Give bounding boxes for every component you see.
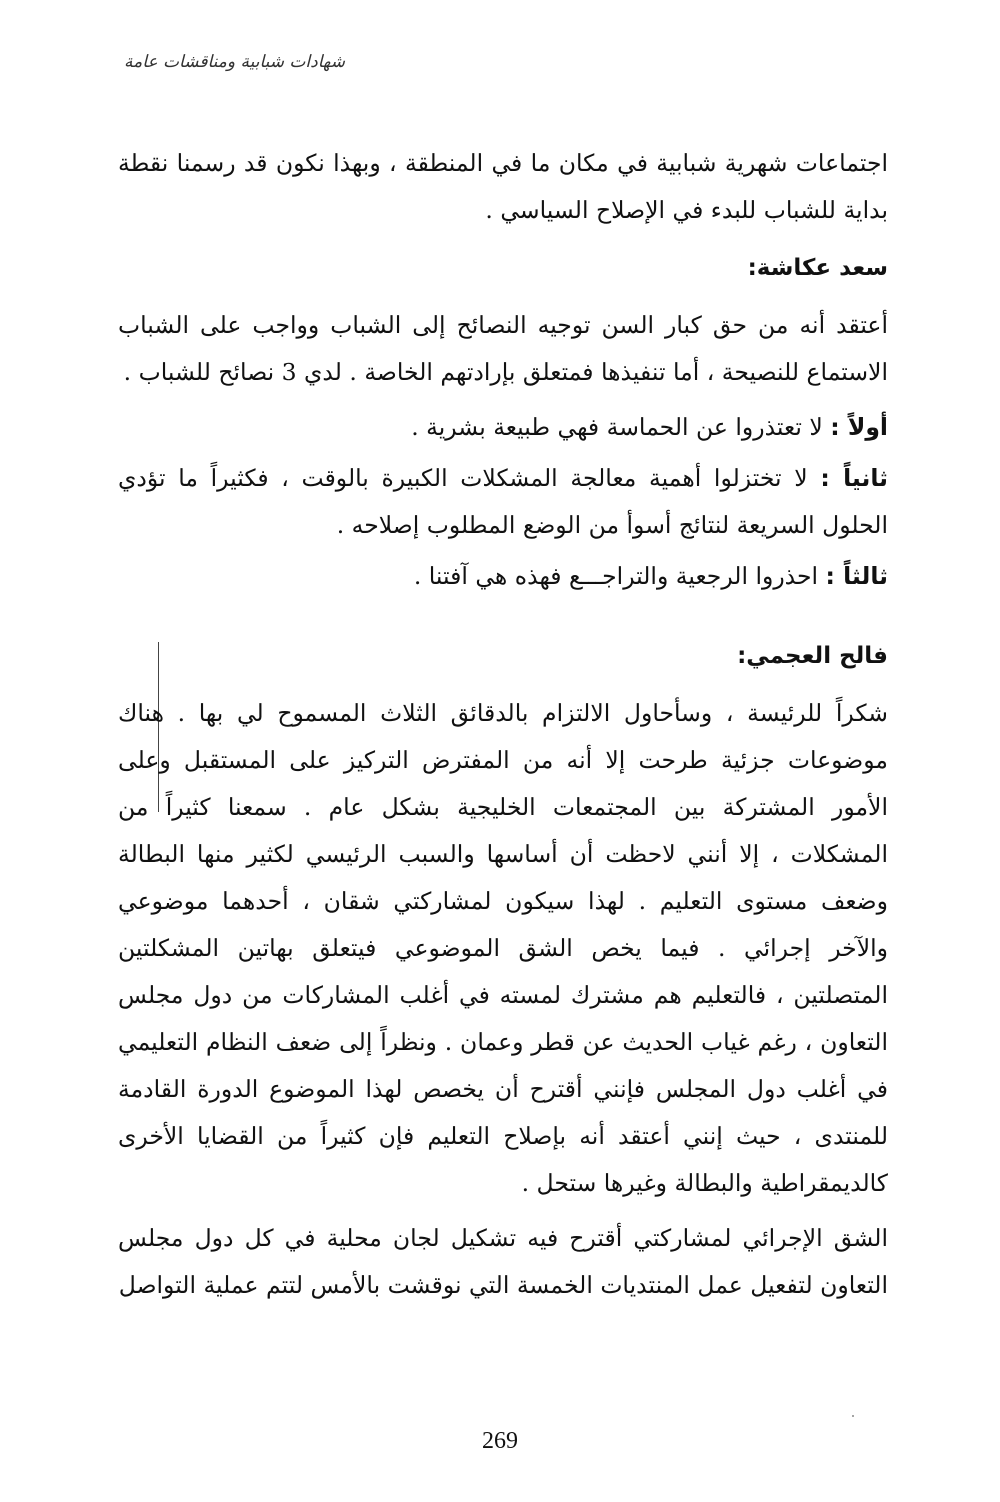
advice-text-1: لا تعتذروا عن الحماسة فهي طبيعة بشرية . [411, 413, 831, 441]
advice-label-3: ثالثاً : [825, 562, 888, 590]
advice-text-2: لا تختزلوا أهمية معالجة المشكلات الكبيرة بالوقت ، فكثيراً ما تؤدي الحلول السريعة لنتائج أسوأ من الوضع المطلوب إصلاحه . [118, 464, 888, 539]
speaker-name-saad-okasha: سعد عكاشة: [747, 255, 888, 281]
advice-text-3: احذروا الرجعية والتراجـــع فهذه هي آفتنا . [413, 562, 826, 590]
advice-item-1 [118, 404, 888, 451]
speaker-2-paragraph-2: الشق الإجرائي لمشاركتي أقترح فيه تشكيل لجان محلية في كل دول مجلس التعاون لتفعيل عمل المنتديات الخمسة التي نوقشت بالأمس لتتم عملية التواصل [118, 1224, 888, 1299]
running-header: شهادات شبابية ومناقشات عامة [124, 52, 345, 72]
advice-item-2 [118, 455, 888, 549]
advice-label-1: أولاً : [830, 413, 888, 441]
advice-item-3 [118, 553, 888, 600]
page-number: 269 [482, 1428, 518, 1454]
advice-label-2: ثانياً : [820, 464, 888, 492]
speaker-name-falih-alajmi: فالح العجمي: [737, 643, 888, 669]
scan-speck [852, 1415, 854, 1417]
speaker-2-paragraph-1: شكراً للرئيسة ، وسأحاول الالتزام بالدقائق الثلاث المسموح لي بها . هناك موضوعات جزئية طرحت إلا أنه من المفترض التركيز على المستقبل وعلى الأمور المشتركة بين المجتمعات الخليجية بشكل عام . سمعنا كثيراً من المشكلات ، إلا أنني لاحظت أن أساسها والسبب الرئيسي لكثير منها البطالة وضعف مستوى التعليم . لهذا سيكون لمشاركتي شقان ، أحدهما موضوعي والآخر إجرائي . فيما يخص الشق الموضوعي فيتعلق بهاتين المشكلتين المتصلتين ، فالتعليم هم مشترك لمسته في أغلب المشاركات من دول مجلس التعاون ، رغم غياب الحديث عن قطر وعمان . ونظراً إلى ضعف النظام التعليمي في أغلب دول المجلس فإنني أقترح أن يخصص لهذا الموضوع الدورة القادمة للمنتدى ، حيث إنني أعتقد أنه بإصلاح التعليم فإن كثيراً من القضايا الأخرى كالديمقراطية والبطالة وغيرها ستحل . [118, 699, 888, 1197]
speaker-1-paragraph: أعتقد أنه من حق كبار السن توجيه النصائح إلى الشباب وواجب على الشباب الاستماع للنصيحة ، أما تنفيذها فمتعلق بإرادتهم الخاصة . لدي 3 نصائح للشباب . [118, 311, 888, 386]
opening-paragraph: اجتماعات شهرية شبابية في مكان ما في المنطقة ، وبهذا نكون قد رسمنا نقطة بداية للشباب للبدء في الإصلاح السياسي . [118, 149, 888, 224]
body-text [118, 140, 888, 1317]
